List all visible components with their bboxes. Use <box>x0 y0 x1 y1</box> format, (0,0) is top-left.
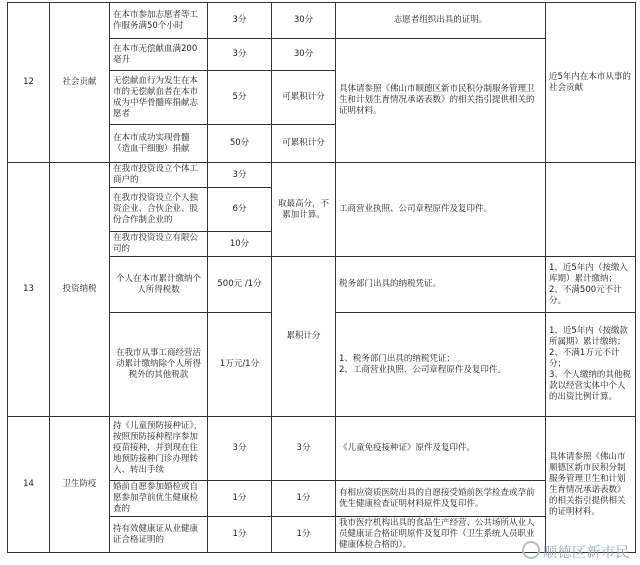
row-number: 12 <box>8 3 50 163</box>
material-cell: 具体请参照《佛山市顺德区新市民积分制服务管理卫生和计划生育情况承诺表数》的相关指引提供相关的证明材料。 <box>336 39 546 163</box>
condition-cell: 持《儿童预防接种证》，按照预防接种程序参加疫苗接种，并到现在住地预防接种门诊办理转入、转出手续 <box>110 417 208 481</box>
note-cell: 具体请参照《佛山市顺德区新市民积分制服务管理卫生和计划生育情况承诺表数》的相关指引提供相关的证明材料。 <box>546 417 636 553</box>
score-cell: 3分 <box>208 3 272 39</box>
max-score-cell: 可累积计分 <box>272 71 336 125</box>
score-cell: 3分 <box>208 163 272 188</box>
wechat-logo-icon <box>522 541 540 559</box>
condition-cell: 在我市投资设立个体工商户的 <box>110 163 208 188</box>
note-cell <box>546 163 636 257</box>
score-cell: 500元 /1分 <box>208 257 272 313</box>
category-cell: 社会贡献 <box>50 3 110 163</box>
score-cell: 5分 <box>208 71 272 125</box>
score-cell: 3分 <box>208 417 272 481</box>
condition-cell: 在我市投资设立有限公司的 <box>110 232 208 257</box>
score-cell: 1分 <box>208 517 272 553</box>
note-cell: 1、近5年内（按缴入库期）累计缴纳； 2、不满500元不计分。 <box>546 257 636 313</box>
max-score-cell: 30分 <box>272 3 336 39</box>
row-number: 13 <box>8 163 50 417</box>
score-cell: 10分 <box>208 232 272 257</box>
material-cell: 有相应资质医院出具的自愿接受婚前医学检查或孕前优生健康检查证明材料原件及复印件。 <box>336 481 546 517</box>
max-score-cell: 1分 <box>272 517 336 553</box>
condition-cell: 无偿献血行为发生在本市的无偿献血者在本市成为中华骨髓库捐献志愿者 <box>110 71 208 125</box>
max-score-cell: 3分 <box>272 417 336 481</box>
watermark-text: 顺德区新市民 <box>543 545 630 561</box>
material-cell: 我市医疗机构出具的食品生产经营、公共场所从业人员健康证合格证明原件及复印件（卫生系统人员职业健康体检合格的）。 <box>336 517 546 553</box>
max-score-cell: 1分 <box>272 481 336 517</box>
score-cell: 3分 <box>208 39 272 71</box>
material-cell: 工商营业执照、公司章程原件及复印件。 <box>336 163 546 257</box>
material-cell: 《儿童免疫接种证》原件及复印件。 <box>336 417 546 481</box>
max-score-cell: 取最高分，不累加计算。 <box>272 163 336 257</box>
condition-cell: 婚前自愿参加婚检或自愿参加孕前优生健康检查的 <box>110 481 208 517</box>
condition-cell: 在本市成功实现骨髓（造血干细胞）捐献 <box>110 125 208 163</box>
max-score-cell: 30分 <box>272 39 336 71</box>
watermark <box>522 541 630 562</box>
condition-cell: 在我市从事工商经营活动累计缴纳除个人所得税外的其他税款 <box>110 313 208 417</box>
material-cell: 1、税务部门出具的纳税凭证； 2、工商营业执照、公司章程原件及复印件。 <box>336 313 546 417</box>
condition-cell: 在我市投资设立个人独资企业、合伙企业、股份合作制企业的 <box>110 188 208 232</box>
points-policy-table <box>7 2 636 553</box>
condition-cell: 持有效健康证从业健康证合格证明的 <box>110 517 208 553</box>
note-cell: 近5年内在本市从事的社会贡献 <box>546 3 636 163</box>
score-cell: 1分 <box>208 481 272 517</box>
note-cell: 1、近5年内（按缴款所属期）累计缴纳； 2、不满1万元不计分； 3、个人缴纳的其他税款以经营实体中个人的出资比例计算。 <box>546 313 636 417</box>
material-cell: 志愿者组织出具的证明。 <box>336 3 546 39</box>
score-cell: 50分 <box>208 125 272 163</box>
category-cell: 投资纳税 <box>50 163 110 417</box>
condition-cell: 个人在本市累计缴纳个人所得税数 <box>110 257 208 313</box>
max-score-cell: 可累积计分 <box>272 125 336 163</box>
material-cell: 税务部门出具的纳税凭证。 <box>336 257 546 313</box>
category-cell: 卫生防疫 <box>50 417 110 553</box>
score-cell: 1万元/1分 <box>208 313 272 417</box>
condition-cell: 在本市无偿献血满200毫升 <box>110 39 208 71</box>
max-score-cell: 累积计分 <box>272 257 336 417</box>
row-number: 14 <box>8 417 50 553</box>
condition-cell: 在本市参加志愿者等工作服务满50个小时 <box>110 3 208 39</box>
score-cell: 6分 <box>208 188 272 232</box>
